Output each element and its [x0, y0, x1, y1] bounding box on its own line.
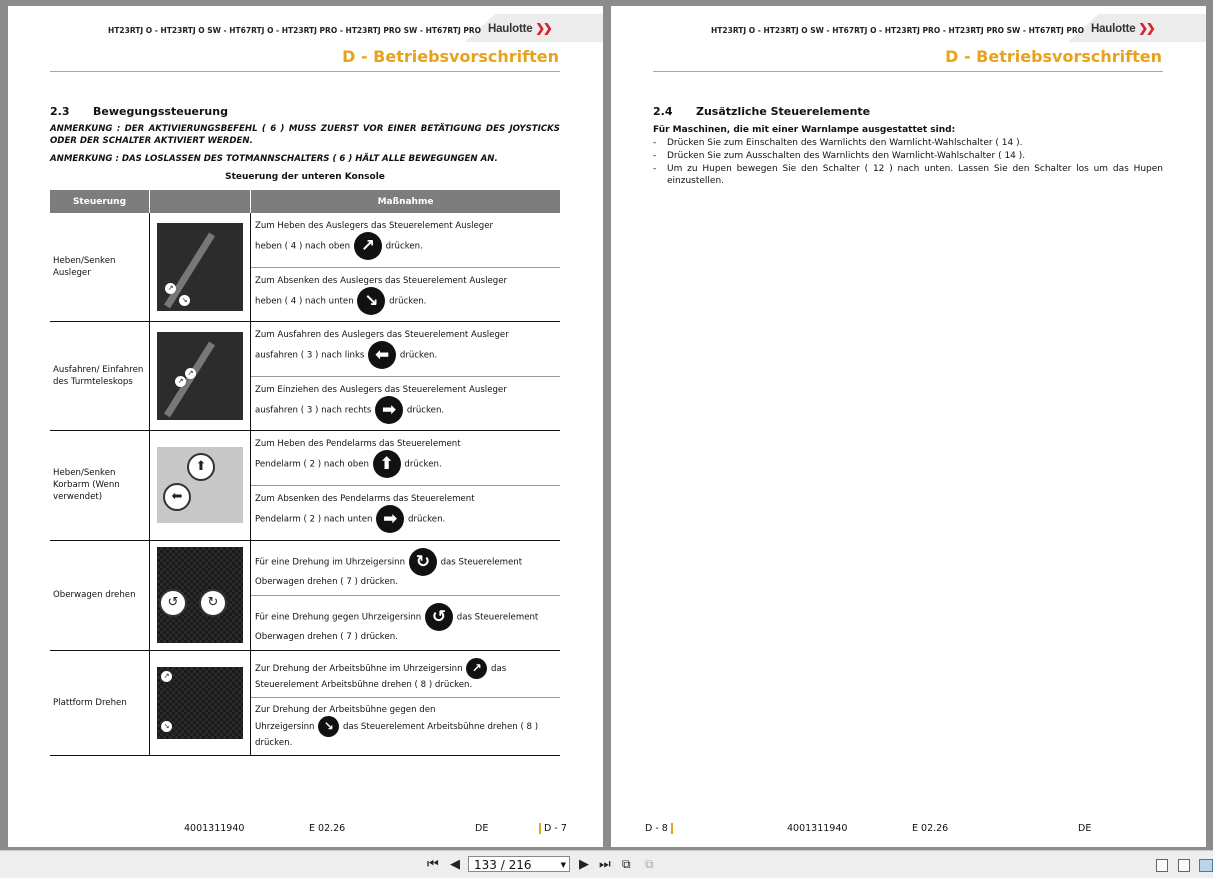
table-row	[50, 213, 560, 267]
models-header: HT23RTJ O - HT23RTJ O SW - HT67RTJ O - HT23RTJ PRO - HT23RTJ PRO SW - HT67RTJ PRO	[108, 26, 482, 35]
paste-page-icon[interactable]: ⧉	[645, 857, 654, 871]
arrow-down-right-icon: ↘	[357, 287, 385, 315]
section-title: D - Betriebsvorschriften	[342, 47, 559, 66]
note-deadman: ANMERKUNG : DAS LOSLASSEN DES TOTMANNSCHALTERS ( 6 ) HÄLT ALLE BEWEGUNGEN AN.	[50, 154, 498, 164]
viewer-toolbar	[0, 850, 1213, 878]
footer-edition: E 02.26	[912, 823, 949, 834]
control-image	[150, 430, 251, 540]
instruction-list	[653, 137, 1163, 188]
previous-page-icon[interactable]: ◀	[450, 857, 460, 872]
footer-page-number: D - 7	[539, 823, 567, 834]
brand-logo: Haulotte ❯❯	[488, 23, 551, 35]
control-label: Heben/Senken Ausleger	[50, 213, 150, 321]
single-page-view-icon[interactable]	[1156, 859, 1168, 872]
col-header-image	[150, 190, 251, 213]
continuous-view-icon[interactable]	[1178, 859, 1190, 872]
action-cell: Zum Ausfahren des Auslegers das Steuerelement Ausleger ausfahren ( 3 ) nach links ⬅ drücken.	[251, 321, 561, 376]
last-page-icon[interactable]: ⏭	[599, 857, 611, 872]
boom-lift-photo: ↗ ↘	[157, 223, 243, 311]
rotate-left-small-icon: ↘	[318, 716, 339, 737]
list-item: - Drücken Sie zum Einschalten des Warnlichts den Warnlicht-Wahlschalter ( 14 ).	[653, 137, 1163, 149]
footer-docnum: 4001311940	[184, 823, 245, 834]
footer-edition: E 02.26	[309, 823, 346, 834]
rotate-right-small-icon: ↗	[466, 658, 487, 679]
section-title: D - Betriebsvorschriften	[945, 47, 1162, 66]
first-page-icon[interactable]: ⏮	[427, 857, 439, 872]
list-item: - Drücken Sie zum Ausschalten des Warnlichts den Warnlicht-Wahlschalter ( 14 ).	[653, 150, 1163, 162]
control-image	[150, 321, 251, 430]
control-image	[150, 213, 251, 321]
col-header-control: Steuerung	[50, 190, 150, 213]
action-cell: Zum Einziehen des Auslegers das Steuerelement Ausleger ausfahren ( 3 ) nach rechts ➡ drücken.	[251, 376, 561, 430]
controls-table	[50, 190, 560, 756]
action-cell: Zum Absenken des Pendelarms das Steuerelement Pendelarm ( 2 ) nach unten ➡ drücken.	[251, 485, 561, 540]
footer-docnum: 4001311940	[787, 823, 848, 834]
jib-photo: ⬆ ⬅	[157, 447, 243, 523]
rotate-counterclockwise-icon: ↺	[425, 603, 453, 631]
arrow-down-icon: ➡	[376, 505, 404, 533]
table-row	[50, 430, 560, 485]
arrow-up-icon: ⬆	[373, 450, 401, 478]
note-activation: ANMERKUNG : DER AKTIVIERUNGSBEFEHL ( 6 ) MUSS ZUERST VOR EINER BETÄTIGUNG DES JOYSTICKS ODER DER SCHALTER AKTIVIERT WERDEN.	[50, 124, 560, 146]
section-heading: 2.4 Zusätzliche Steuerelemente	[653, 105, 871, 118]
page-number-input[interactable]: 133 / 216 ▼	[468, 856, 570, 872]
control-image	[150, 540, 251, 650]
table-row	[50, 540, 560, 595]
footer-page-number: D - 8	[645, 823, 673, 834]
footer-lang: DE	[1078, 823, 1092, 834]
control-label: Oberwagen drehen	[50, 540, 150, 650]
brand-logo: Haulotte ❯❯	[1091, 23, 1154, 35]
rotate-clockwise-icon: ↻	[409, 548, 437, 576]
turret-photo: ↺ ↻	[157, 547, 243, 643]
action-cell: Für eine Drehung im Uhrzeigersinn ↻ das Steuerelement Oberwagen drehen ( 7 ) drücken.	[251, 540, 561, 595]
control-label: Ausfahren/ Einfahren des Turmteleskops	[50, 321, 150, 430]
header-rule	[50, 71, 560, 72]
arrow-right-icon: ➡	[375, 396, 403, 424]
control-label: Heben/Senken Korbarm (Wenn verwendet)	[50, 430, 150, 540]
section-heading: 2.3 Bewegungssteuerung	[50, 105, 228, 118]
action-cell: Zur Drehung der Arbeitsbühne gegen den Uhrzeigersinn ↘ das Steuerelement Arbeitsbühne drehen ( 8 ) drücken.	[251, 697, 561, 755]
table-row	[50, 650, 560, 697]
action-cell: Zum Absenken des Auslegers das Steuerelement Ausleger heben ( 4 ) nach unten ↘ drücken.	[251, 267, 561, 321]
action-cell: Zum Heben des Pendelarms das Steuerelement Pendelarm ( 2 ) nach oben ⬆ drücken.	[251, 430, 561, 485]
table-row	[50, 321, 560, 376]
arrow-left-icon: ⬅	[368, 341, 396, 369]
two-page-view-icon[interactable]	[1199, 859, 1213, 872]
document-page-left	[8, 6, 603, 847]
chevron-down-icon[interactable]: ▼	[560, 861, 566, 869]
header-rule	[653, 71, 1163, 72]
col-header-action: Maßnahme	[251, 190, 561, 213]
list-item: - Um zu Hupen bewegen Sie den Schalter ( 12 ) nach unten. Lassen Sie den Schalter los um das Hupen einzustellen.	[653, 163, 1163, 187]
intro-text: Für Maschinen, die mit einer Warnlampe ausgestattet sind:	[653, 125, 956, 135]
telescope-photo: ↗ ↗	[157, 332, 243, 420]
action-cell: Zum Heben des Auslegers das Steuerelement Ausleger heben ( 4 ) nach oben ↗ drücken.	[251, 213, 561, 267]
platform-photo: ↗ ↘	[157, 667, 243, 739]
footer-lang: DE	[475, 823, 489, 834]
models-header: HT23RTJ O - HT23RTJ O SW - HT67RTJ O - HT23RTJ PRO - HT23RTJ PRO SW - HT67RTJ PRO	[711, 26, 1085, 35]
copy-page-icon[interactable]: ⧉	[622, 857, 631, 871]
action-cell: Für eine Drehung gegen Uhrzeigersinn ↺ das Steuerelement Oberwagen drehen ( 7 ) drücken.	[251, 595, 561, 650]
action-cell: Zur Drehung der Arbeitsbühne im Uhrzeigersinn ↗ das Steuerelement Arbeitsbühne drehen ( 8 ) drücken.	[251, 650, 561, 697]
control-image	[150, 650, 251, 755]
control-label: Plattform Drehen	[50, 650, 150, 755]
table-caption: Steuerung der unteren Konsole	[225, 172, 385, 182]
next-page-icon[interactable]: ▶	[579, 857, 589, 872]
arrow-up-right-icon: ↗	[354, 232, 382, 260]
document-page-right	[611, 6, 1206, 847]
